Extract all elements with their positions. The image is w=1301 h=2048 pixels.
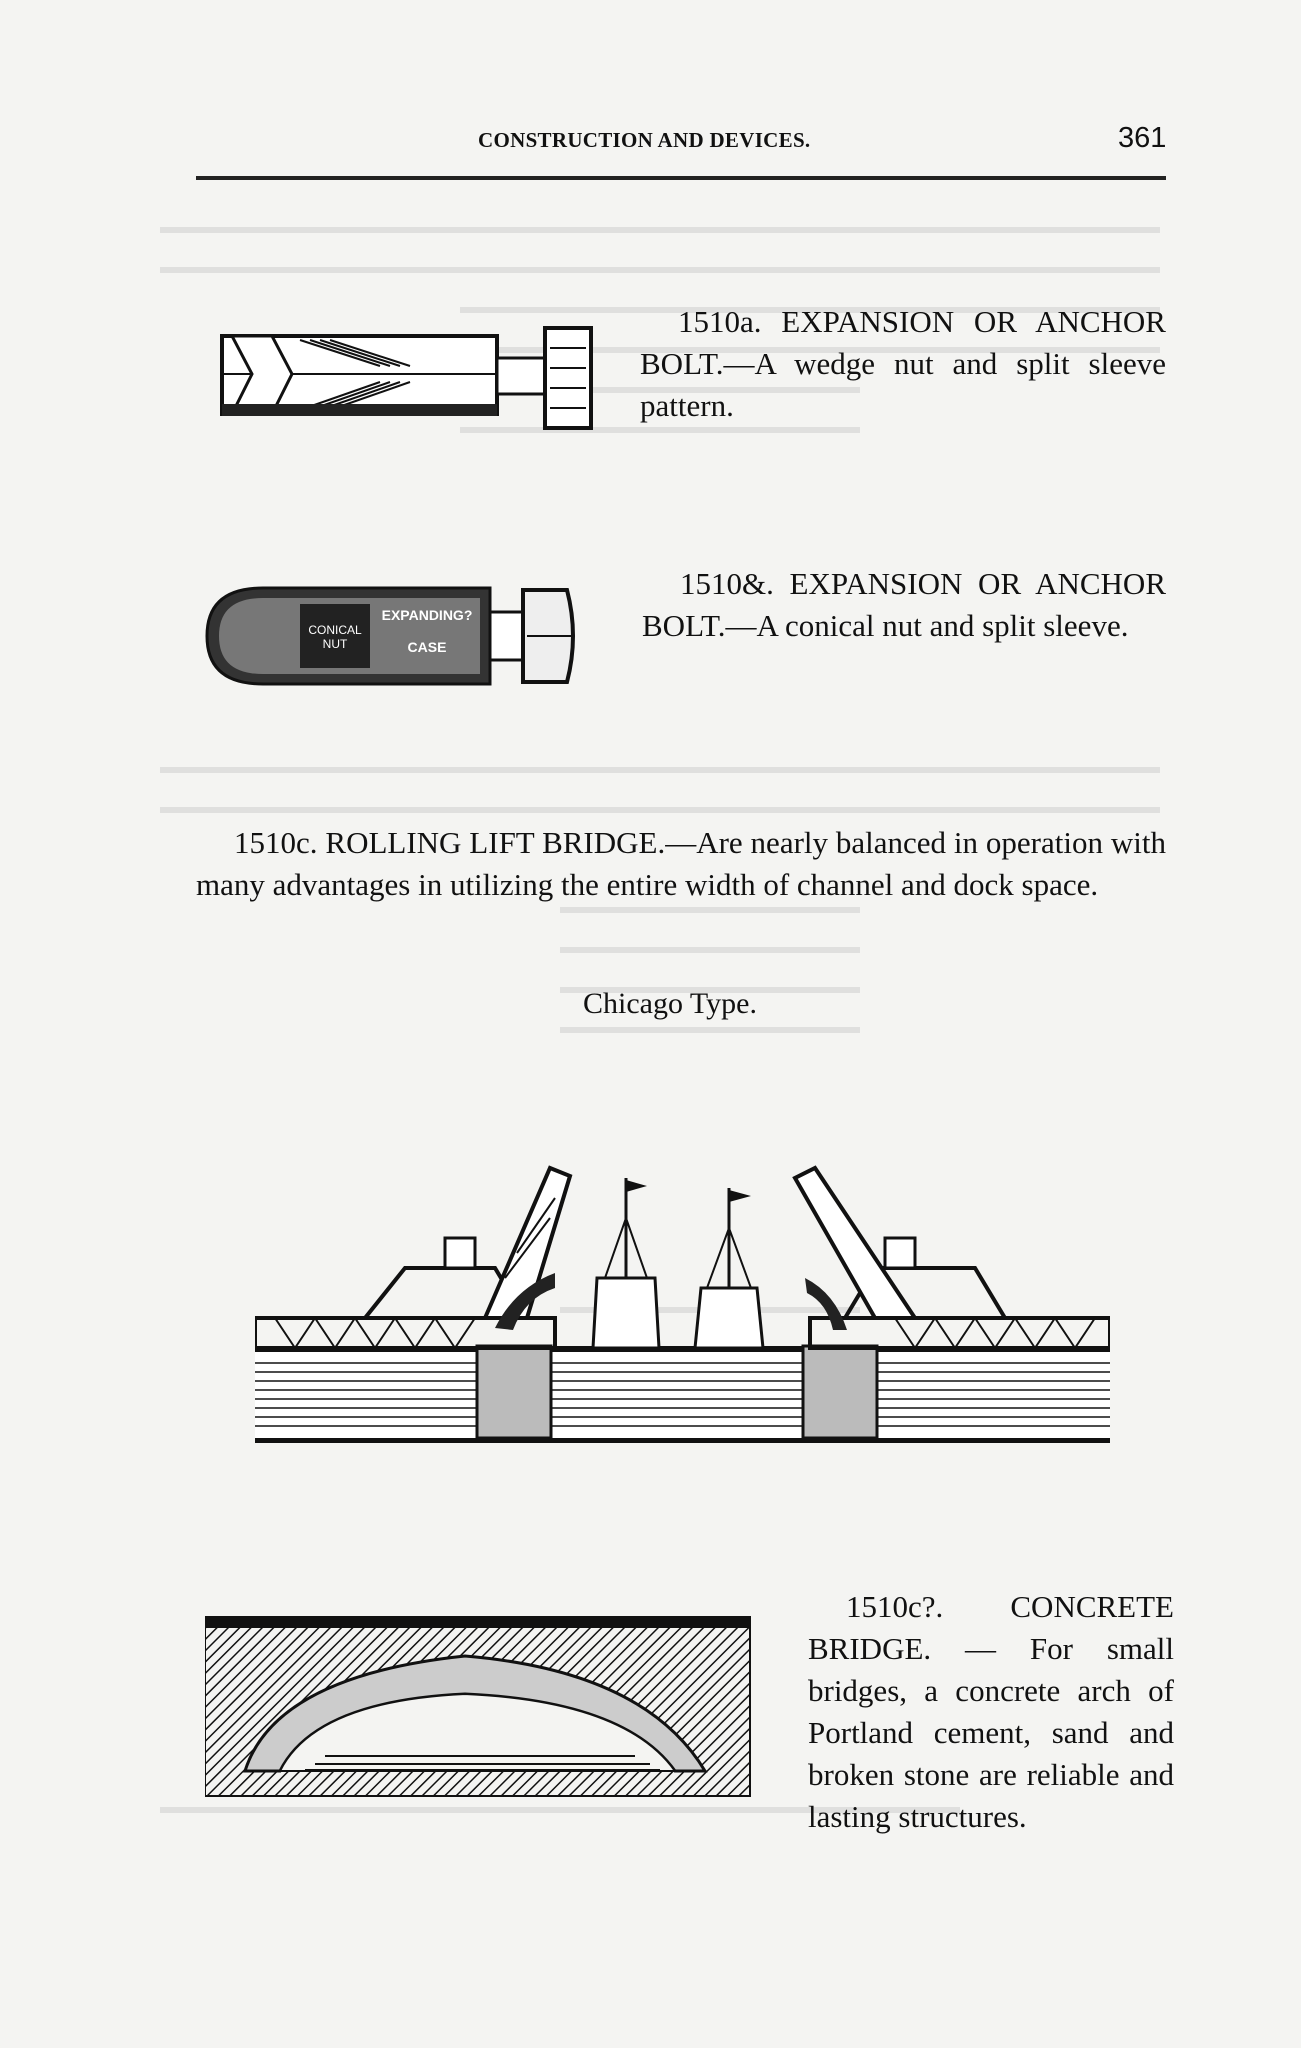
running-header: CONSTRUCTION AND DEVICES. [478, 128, 811, 152]
conical-nut-label-1: CONICAL [308, 623, 362, 637]
entry-1510a-text: 1510a. EXPANSION OR ANCHOR BOLT.—A wedge nut and split sleeve pattern. [640, 304, 1166, 423]
entry-1510c-text: 1510c. ROLLING LIFT BRIDGE.—Are nearly balanced in operation with many advantages in utilizing the entire width of channel and dock space. [196, 825, 1166, 902]
conical-nut-label-2: NUT [322, 637, 348, 651]
figure-concrete-arch-bridge [205, 1616, 775, 1801]
page-number: 361 [1118, 122, 1167, 154]
figure-conical-anchor-bolt [205, 580, 580, 692]
figure-caption-chicago-type: Chicago Type. [583, 987, 757, 1020]
header-rule [196, 176, 1166, 180]
figure-rolling-lift-bridge [255, 1158, 1110, 1448]
entry-1510d-text: 1510c?. CONCRETE BRIDGE. — For small bridges, a concrete arch of Portland cement, sand and broken stone are reliable and lasting structures. [808, 1589, 1174, 1834]
expanding-label: EXPANDING? [381, 607, 473, 623]
case-label: CASE [407, 639, 447, 655]
entry-1510b-text: 1510&. EXPANSION OR ANCHOR BOLT.—A conical nut and split sleeve. [642, 566, 1166, 643]
figure-wedge-anchor-bolt [200, 318, 600, 438]
